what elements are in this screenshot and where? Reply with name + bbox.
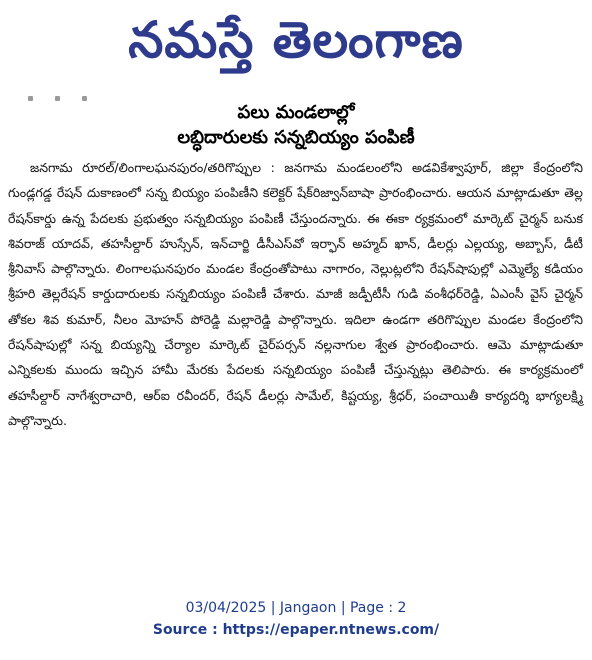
- article-body: [8, 155, 583, 433]
- newspaper-logo: నమస్తే తెలంగాణ: [128, 11, 464, 69]
- source-footer: [0, 597, 592, 641]
- article-headline: [0, 100, 592, 150]
- footer-date-edition: 03/04/2025 | Jangaon | Page : 2: [185, 600, 407, 616]
- headline-line-2: లబ్ధిదారులకు సన్నబియ్యం పంపిణీ: [177, 127, 415, 148]
- masthead: [0, 0, 592, 80]
- headline-line-1: పలు మండలాల్లో: [237, 102, 355, 123]
- article-paragraph: జనగామ రూరల్/లింగాలఘనపురం/తరిగొప్పుల : జనగామ మండలంలోని అడవికేశ్వాపూర్, జిల్లా కేంద్రంలోని గుండ్లగడ్డ రేషన్ దుకాణంలో సన్న బియ్యం పంపిణీని కలెక్టర్ షేక్‌రిజ్వాన్‌బాషా ప్రారంభించారు. ఆయన మాట్లాడుతూ తెల్ల రేషన్‌కార్డు ఉన్న పేదలకు ప్రభుత్వం సన్నబియ్యం పంపిణీ చేస్తుందన్నారు. ఈ ఈకా ర్యక్రమంలో మార్కెట్ చైర్మన్ బనుక శివరాజ్ యాదవ్, తహసీల్దార్ హుస్సేన్, ఇన్‌చార్జి డీసీఎస్‌వో ఇర్ఫాన్ అహ్మద్ ఖాన్, డీలర్లు ఎల్లయ్య, అబ్బాస్, డీటీ శ్రీనివాస్ పాల్గొన్నారు. లింగాలఘనపురం మండల కేంద్రంతోపాటు నాగారం, నెల్లుట్లలోని రేషన్‌షాపుల్లో ఎమ్మెల్యే కడియం శ్రీహరి తెల్లరేషన్ కార్డుదారులకు సన్నబియ్యం పంపిణీ చేశారు. మాజీ జడ్పీటీసీ గుడి వంశీధర్‌రెడ్డి, ఏఎంసీ వైస్ చైర్మన్ తోకల శివ కుమార్, నీలం మోహన్ పోరెడ్డి మల్లారెడ్డి పాల్గొన్నారు. ఇదిలా ఉండగా తరిగొప్పుల మండల కేంద్రంలోని రేషన్‌షాపుల్లో సన్న బియ్యన్ని చేర్యాల మార్కెట్ చైర్‌పర్సన్ నల్లనాగుల శ్వేత ప్రారంభించారు. ఆమె మాట్లాడుతూ ఎన్నికలకు ముందు ఇచ్చిన హామీ మేరకు పేదలకు సన్నబియ్యం పంపిణీ చేస్తున్నట్లు తెలిపారు. ఈ కార్యక్రమంలో తహసీల్దార్ నాగేశ్వరాచారి, ఆర్ఐ రవీందర్, రేషన్ డీలర్లు సామేల్, కిష్టయ్య, శ్రీధర్, పంచాయితీ కార్యదర్శి భాగ్యలక్ష్మి పాల్గొన్నారు.: [8, 160, 583, 428]
- footer-source-link[interactable]: Source : https://epaper.ntnews.com/: [152, 622, 440, 638]
